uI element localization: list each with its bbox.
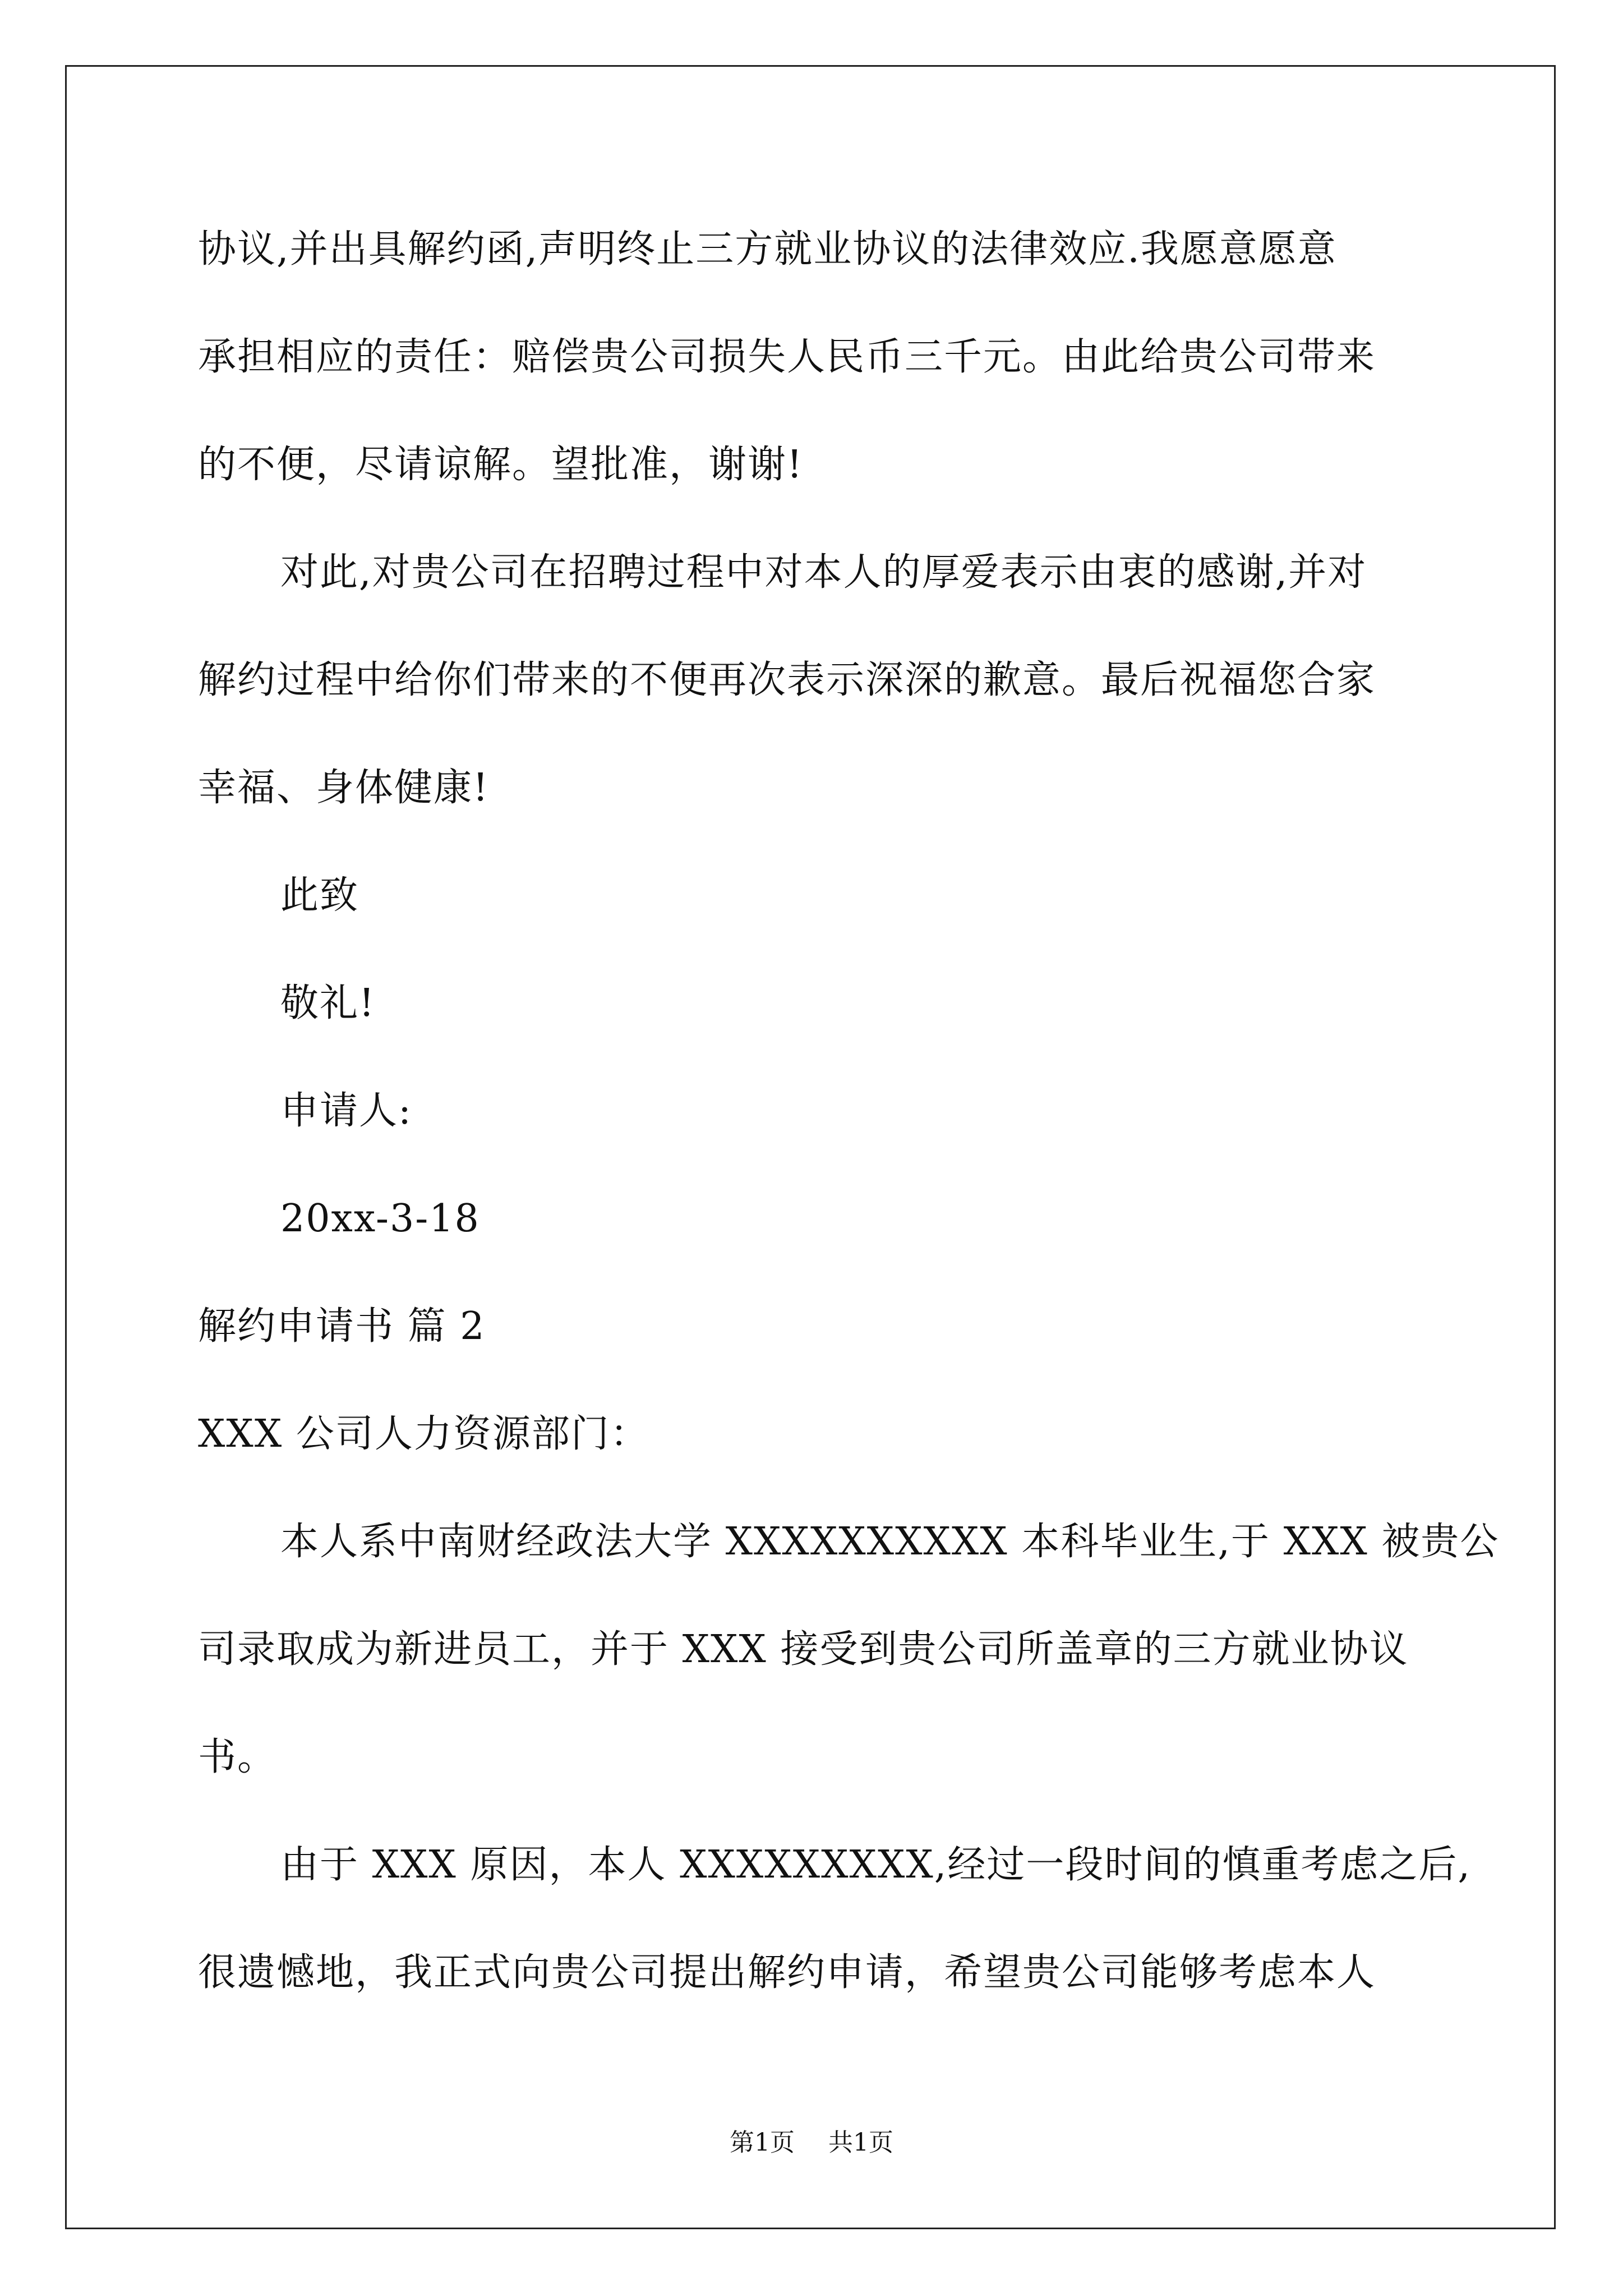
section-heading: 解约申请书 篇 2 [198, 1304, 486, 1349]
recipient-line: XXX 公司人力资源部门： [198, 1412, 649, 1456]
applicant-label: 申请人: [280, 1089, 412, 1133]
body-line: 司录取成为新进员工，并于 XXX 接受到贵公司所盖章的三方就业协议 [198, 1627, 1409, 1672]
body-line: 解约过程中给你们带来的不便再次表示深深的歉意。最后祝福您合家 [198, 658, 1376, 702]
page-footer [0, 2127, 1623, 2159]
letter-date: 20xx-3-18 [280, 1197, 480, 1241]
body-line: 协议,并出具解约函,声明终止三方就业协议的法律效应.我愿意愿意 [198, 227, 1337, 272]
closing-salutation: 此致 [280, 873, 359, 918]
closing-regards: 敬礼! [280, 981, 376, 1025]
body-line: 书。 [198, 1735, 277, 1779]
page-number-total: 共1页 [828, 2128, 893, 2157]
body-line: 承担相应的责任：赔偿贵公司损失人民币三千元。由此给贵公司带来 [198, 335, 1376, 379]
body-line: 由于 XXX 原因，本人 XXXXXXXXX,经过一段时间的慎重考虑之后, [280, 1843, 1471, 1887]
body-line: 对此,对贵公司在招聘过程中对本人的厚爱表示由衷的感谢,并对 [280, 550, 1367, 595]
body-line: 很遗憾地，我正式向贵公司提出解约申请，希望贵公司能够考虑本人 [198, 1950, 1376, 1995]
body-line: 本人系中南财经政法大学 XXXXXXXXXX 本科毕业生,于 XXX 被贵公 [280, 1520, 1500, 1564]
page-number-current: 第1页 [730, 2128, 795, 2157]
body-line: 的不便，尽请谅解。望批准，谢谢! [198, 443, 804, 487]
body-line: 幸福、身体健康! [198, 766, 490, 810]
page-border [65, 65, 1556, 2229]
